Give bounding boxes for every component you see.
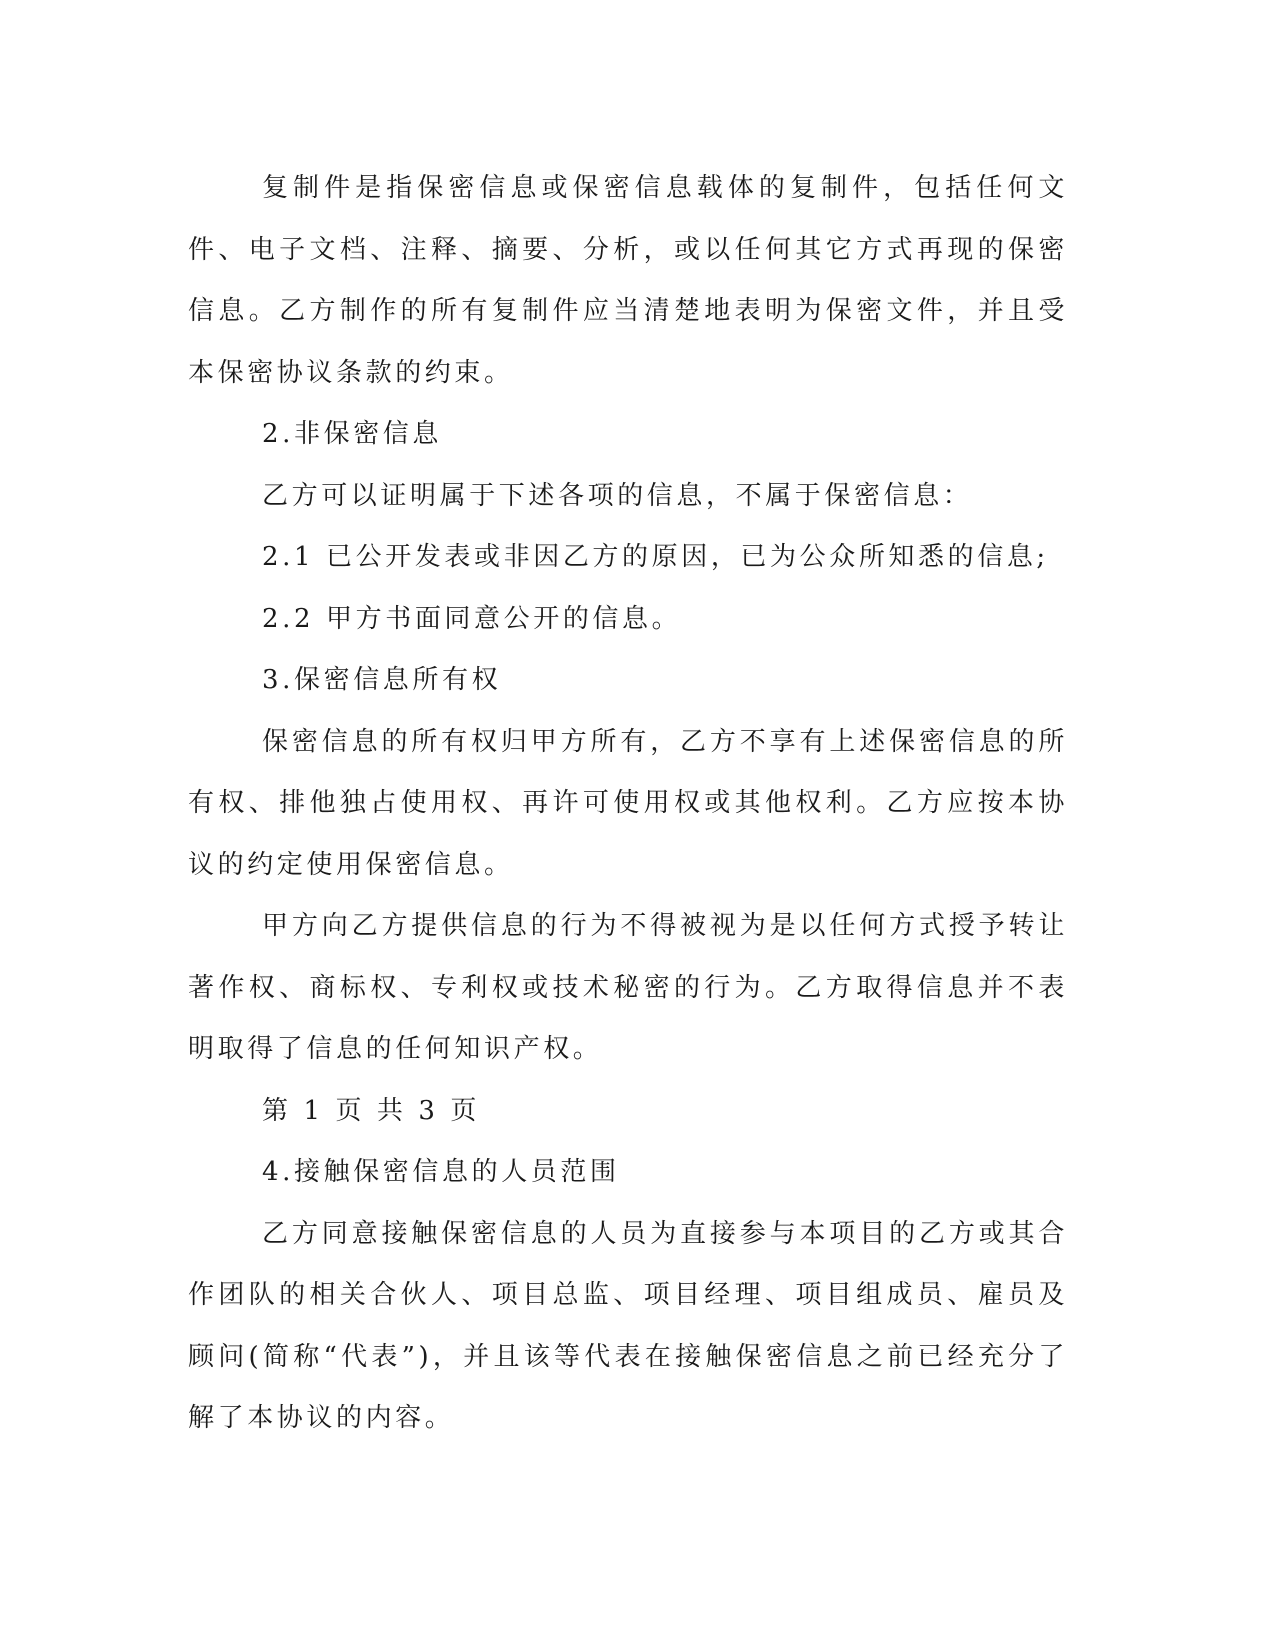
document-body bbox=[188, 158, 1068, 1450]
para-clause-2-2: 2.2 甲方书面同意公开的信息。 bbox=[262, 603, 682, 634]
para-copies-definition: 复制件是指保密信息或保密信息载体的复制件，包括任何文件、电子文档、注释、摘要、分析，或以任何其它方式再现的保密信息。乙方制作的所有复制件应当清楚地表明为保密文件，并且受本保密协议条款的约束。 bbox=[188, 173, 1068, 388]
para-personnel-scope: 乙方同意接触保密信息的人员为直接参与本项目的乙方或其合作团队的相关合伙人、项目总监、项目经理、项目组成员、雇员及顾问(简称“代表”)，并且该等代表在接触保密信息之前已经充分了解了本协议的内容。 bbox=[188, 1218, 1068, 1433]
para-ownership-rights: 保密信息的所有权归甲方所有，乙方不享有上述保密信息的所有权、排他独占使用权、再许可使用权或其他权利。乙方应按本协议的约定使用保密信息。 bbox=[188, 726, 1068, 880]
para-non-confidential-intro: 乙方可以证明属于下述各项的信息，不属于保密信息： bbox=[262, 480, 973, 511]
heading-ownership: 3.保密信息所有权 bbox=[262, 665, 502, 695]
heading-non-confidential: 2.非保密信息 bbox=[262, 419, 443, 449]
heading-personnel-scope: 4.接触保密信息的人员范围 bbox=[262, 1157, 620, 1187]
para-no-ip-transfer: 甲方向乙方提供信息的行为不得被视为是以任何方式授予转让著作权、商标权、专利权或技术秘密的行为。乙方取得信息并不表明取得了信息的任何知识产权。 bbox=[188, 911, 1068, 1064]
page-number: 第 1 页 共 3 页 bbox=[262, 1095, 481, 1126]
para-clause-2-1: 2.1 已公开发表或非因乙方的原因，已为公众所知悉的信息; bbox=[262, 542, 1049, 572]
